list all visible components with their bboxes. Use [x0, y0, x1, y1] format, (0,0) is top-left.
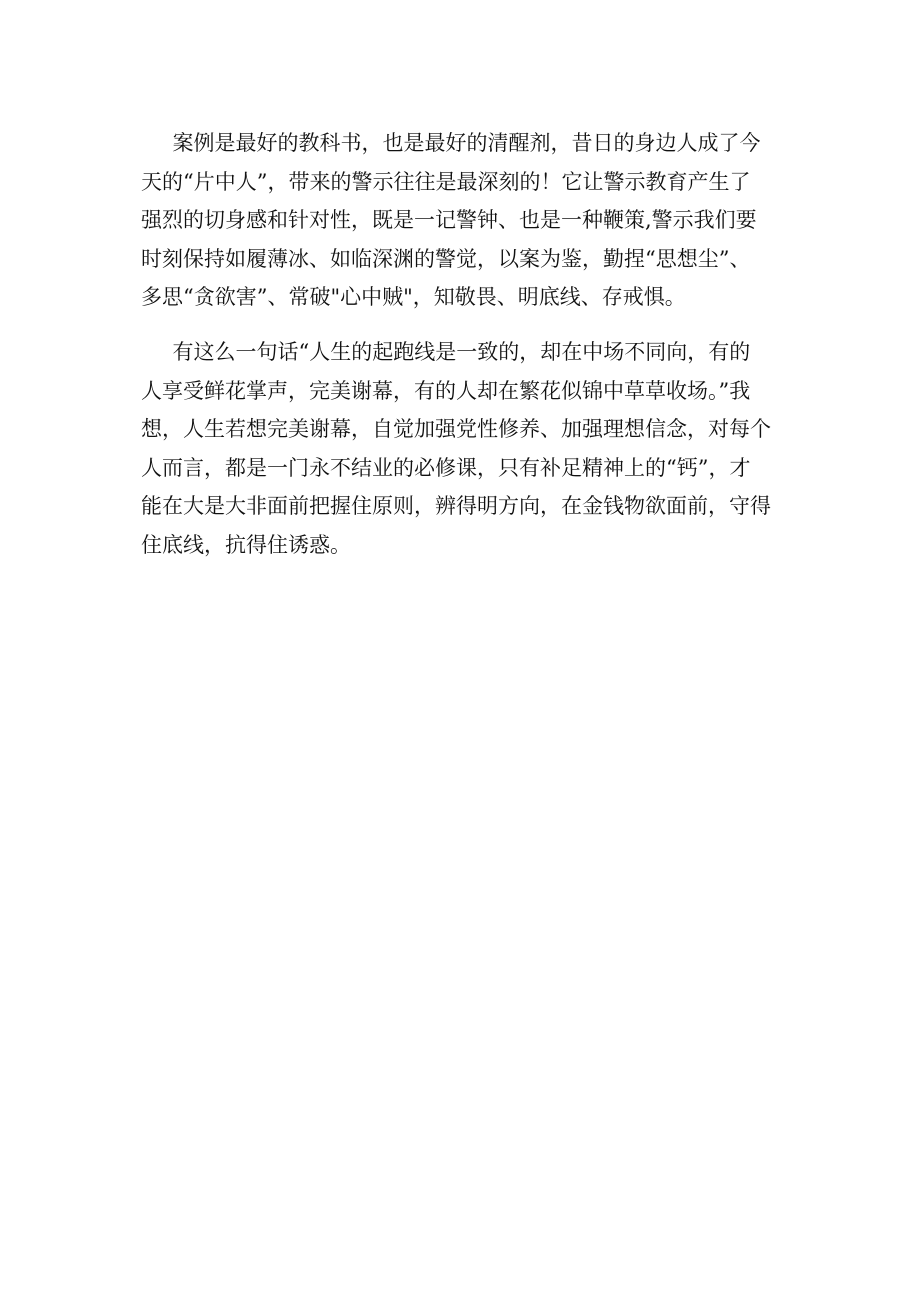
paragraph-2: [141, 333, 781, 565]
paragraph-1-line-2: 天的“片中人”，带来的警示往往是最深刻的！它让警示教育产生了: [141, 169, 751, 194]
paragraph-2-line-1: 有这么一句话“人生的起跑线是一致的，却在中场不同向，有的: [172, 339, 751, 364]
paragraph-1-line-4: 时刻保持如履薄冰、如临深渊的警觉，以案为鉴，勤捏“思想尘”、: [141, 246, 751, 271]
paragraph-1-line-3: 强烈的切身感和针对性，既是一记警钟、也是一种鞭策,警示我们要: [141, 208, 757, 233]
paragraph-1: [141, 124, 781, 317]
paragraph-1-line-1: 案例是最好的教科书，也是最好的清醒剂，昔日的身边人成了今: [172, 131, 761, 155]
paragraph-2-line-4: 人而言，都是一门永不结业的必修课，只有补足精神上的“钙”，才: [141, 455, 751, 480]
paragraph-2-line-5: 能在大是大非面前把握住原则，辨得明方向，在金钱物欲面前，守得: [141, 494, 771, 519]
document-body: [141, 124, 781, 565]
paragraph-2-line-6: 住底线，抗得住诱惑。: [141, 532, 351, 557]
paragraph-1-line-5: 多思“贪欲害”、常破"心中贼"，知敬畏、明底线、存戒惧。: [141, 285, 686, 310]
paragraph-2-line-3: 想，人生若想完美谢幕，自觉加强党性修养、加强理想信念，对每个: [141, 417, 771, 442]
paragraph-2-line-2: 人享受鲜花掌声，完美谢幕，有的人却在繁花似锦中草草收场。”我: [141, 378, 751, 403]
